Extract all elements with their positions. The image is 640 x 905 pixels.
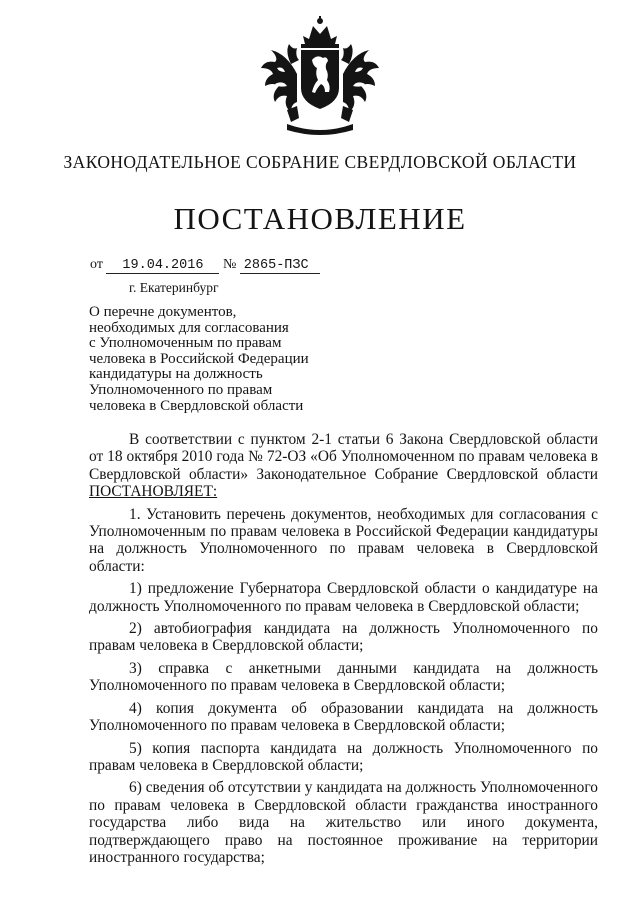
date-number-line [90,257,320,274]
document-number: 2865-ПЗС [240,258,320,274]
from-label: от [90,257,103,272]
list-item: 2) автобиография кандидата на должность Уполномоченного по правам человека в Свердловской области; [89,620,598,655]
subject-line: Уполномоченного по правам [89,381,273,398]
subject-line: человека в Свердловской области [89,397,304,414]
document-date: 19.04.2016 [106,258,219,274]
point-1-paragraph: 1. Установить перечень документов, необходимых для согласования с Уполномоченным по правам человека в Российской Федерации кандидатуры на должность Уполномоченного по правам человека в Свердловской области: [89,505,598,575]
coat-of-arms-icon [257,14,383,140]
subject-line: кандидатуры на должность [89,366,263,383]
subject-line: человека в Российской Федерации [89,350,309,367]
preamble-paragraph [89,431,598,501]
list-item: 1) предложение Губернатора Свердловской области о кандидатуре на должность Уполномоченного по правам человека в Свердловской области; [89,580,598,615]
document-type-title: ПОСТАНОВЛЕНИЕ [173,201,467,236]
document-subject [89,305,339,414]
list-item: 5) копия паспорта кандидата на должность Уполномоченного по правам человека в Свердловской области; [89,739,598,774]
number-label: № [222,257,237,272]
list-item: 3) справка с анкетными данными кандидата на должность Уполномоченного по правам человека в Свердловской области; [89,659,598,695]
document-body [89,431,598,871]
subject-line: необходимых для согласования [89,319,289,336]
city-line: г. Екатеринбург [129,280,219,295]
resolves-word: ПОСТАНОВЛЯЕТ: [89,483,218,501]
subject-line: О перечне документов, [89,304,237,320]
list-item: 6) сведения об отсутствии у кандидата на должность Уполномоченного по правам человека в Свердловской области гражданства иностранного государства либо вида на жительство или иного документа, подтверждающего право на постоянное проживание на территории иностранного государства; [89,779,598,866]
preamble-text: В соответствии с пунктом 2-1 статьи 6 Закона Свердловской области от 18 октября 2010 года № 72-ОЗ «Об Уполномоченном по правам человека в Свердловской области» Законодательное Собрание Свердловской области [89,431,598,483]
organization-name: ЗАКОНОДАТЕЛЬНОЕ СОБРАНИЕ СВЕРДЛОВСКОЙ ОБЛАСТИ [63,152,577,172]
subject-line: с Уполномоченным по правам [89,335,282,352]
list-item: 4) копия документа об образовании кандидата на должность Уполномоченного по правам человека в Свердловской области; [89,699,598,735]
